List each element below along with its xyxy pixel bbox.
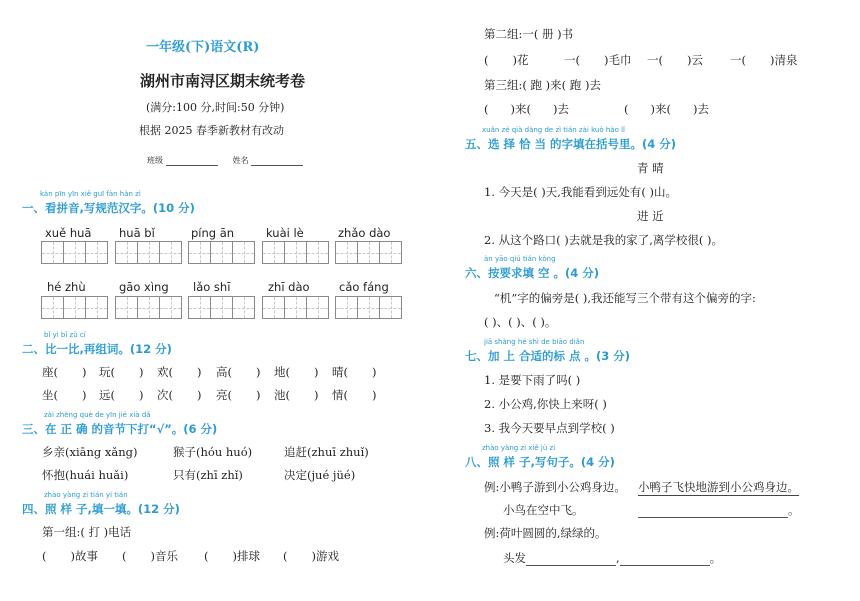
pinyin-choice[interactable]: 决定(jué jüé) [284, 468, 356, 482]
example-2: 例:荷叶圆圆的,绿绿的。 [484, 526, 607, 540]
writing-grid[interactable] [115, 241, 182, 264]
group3-example: 第三组:( 跑 )来( 跑 )去 [484, 78, 601, 92]
compare-item: 情( ) [332, 388, 377, 402]
question[interactable]: 3. 我今天要早点到学校( ) [484, 421, 615, 435]
s8-title: 八、照 样 子,写句子。(4 分) [465, 455, 615, 469]
fill-item[interactable]: 一( )毛巾 [564, 53, 632, 67]
pinyin-choice[interactable]: 猴子(hóu huó) [173, 445, 253, 459]
compare-item: 坐( ) [42, 388, 87, 402]
writing-grid[interactable] [41, 241, 108, 264]
pinyin-word: xuě huā [45, 226, 92, 240]
question[interactable]: 2. 小公鸡,你快上来呀( ) [484, 397, 607, 411]
group1-example: 第一组:( 打 )电话 [42, 525, 132, 539]
fill-item[interactable]: ( )来( )去 [624, 102, 709, 116]
score-time: (满分:100 分,时间:50 分钟) [146, 101, 285, 114]
compare-item: 地( ) [274, 365, 319, 379]
compare-item: 亮( ) [216, 388, 261, 402]
fill-item[interactable]: ( )音乐 [122, 549, 178, 563]
class-field[interactable] [166, 165, 218, 166]
writing-grid[interactable] [188, 241, 255, 264]
class-label: 班级 [147, 156, 163, 165]
pinyin-word: gāo xìng [119, 280, 169, 294]
pinyin-word: zhǎo dào [338, 226, 391, 240]
compare-item: 欢( ) [157, 365, 202, 379]
compare-item: 池( ) [274, 388, 319, 402]
pinyin-choice[interactable]: 怀抱(huái huǎi) [42, 468, 129, 482]
s5-title: 五、选 择 恰 当 的字填在括号里。(4 分) [465, 137, 677, 151]
compare-item: 玩( ) [99, 365, 144, 379]
s3-title: 三、在 正 确 的音节下打“√”。(6 分) [22, 422, 218, 436]
pinyin-word: zhī dào [268, 280, 310, 294]
answer-line-1[interactable]: 。 [638, 502, 800, 518]
s6-title: 六、按要求填 空 。(4 分) [465, 266, 600, 280]
fill-item[interactable]: ( )花 [484, 53, 529, 67]
compare-item: 次( ) [157, 388, 202, 402]
compare-item: 晴( ) [332, 365, 377, 379]
task-1: 小鸟在空中飞。 [503, 503, 584, 517]
s1-title: 一、看拼音,写规范汉字。(10 分) [22, 201, 195, 215]
answer-blanks[interactable]: ( )、( )、( )。 [484, 315, 557, 329]
pinyin-word: píng ān [191, 226, 235, 240]
compare-item: 远( ) [99, 388, 144, 402]
s3-pinyin-hint: zài zhèng què de yīn jié xià dǎ [44, 411, 151, 419]
fill-item[interactable]: ( )故事 [42, 549, 98, 563]
writing-grid[interactable] [335, 296, 402, 319]
fill-item[interactable]: ( )游戏 [283, 549, 339, 563]
name-field[interactable] [251, 165, 303, 166]
s7-pinyin-hint: jiā shàng hé shì de biāo diǎn [484, 338, 585, 346]
question[interactable]: “机”字的偏旁是( ),我还能写三个带有这个偏旁的字: [494, 291, 756, 305]
example-1: 例:小鸭子游到小公鸡身边。 [484, 480, 626, 494]
fill-item[interactable]: ( )排球 [204, 549, 260, 563]
s1-pinyin-hint: kàn pīn yīn xiě guī fàn hàn zì [40, 190, 141, 198]
question[interactable]: 1. 是要下雨了吗( ) [484, 373, 581, 387]
writing-grid[interactable] [188, 296, 255, 319]
s8-pinyin-hint: zhào yàng zi xiě jù zi [482, 444, 556, 452]
writing-grid[interactable] [335, 241, 402, 264]
revision-note: 根据 2025 春季新教材有改动 [139, 124, 284, 137]
s7-title: 七、加 上 合适的标 点 。(3 分) [465, 349, 631, 363]
grade-title: 一年级(下)语文(R) [146, 40, 260, 55]
pinyin-word: hé zhù [47, 280, 86, 294]
compare-item: 高( ) [216, 365, 261, 379]
pinyin-word: huā bǐ [119, 226, 155, 240]
s2-title: 二、比一比,再组词。(12 分) [22, 342, 172, 356]
writing-grid[interactable] [262, 241, 329, 264]
group2-example: 第二组:一( 册 )书 [484, 27, 574, 41]
pinyin-choice[interactable]: 追赶(zhuī zhuǐ) [284, 445, 369, 459]
writing-grid[interactable] [115, 296, 182, 319]
exam-title: 湖州市南浔区期末统考卷 [140, 72, 306, 90]
example-1-answer: 小鸭子飞快地游到小公鸡身边。 [638, 480, 799, 494]
writing-grid[interactable] [41, 296, 108, 319]
question[interactable]: 1. 今天是( )天,我能看到远处有( )山。 [484, 185, 678, 199]
s5-pinyin-hint: xuǎn zé qià dàng de zì tián zài kuò hào lǐ [482, 126, 625, 134]
fill-item[interactable]: 一( )清泉 [730, 53, 798, 67]
s4-title: 四、照 样 子,填一填。(12 分) [22, 502, 180, 516]
task-2[interactable]: 头发 , 。 [503, 551, 722, 565]
compare-item: 座( ) [42, 365, 87, 379]
pinyin-word: kuài lè [266, 226, 304, 240]
name-label: 姓名 [232, 156, 249, 165]
pinyin-word: lǎo shī [193, 280, 231, 294]
pinyin-choice[interactable]: 只有(zhī zhǐ) [173, 468, 243, 482]
question[interactable]: 2. 从这个路口( )去就是我的家了,离学校很( )。 [484, 233, 724, 247]
s2-pinyin-hint: bǐ yi bǐ zǔ cí [44, 331, 86, 339]
pinyin-choice[interactable]: 乡亲(xiāng xǎng) [42, 445, 138, 459]
word-pair: 进 近 [637, 209, 664, 223]
word-pair: 青 晴 [637, 161, 664, 175]
fill-item[interactable]: ( )来( )去 [484, 102, 569, 116]
class-name-line [147, 155, 303, 166]
pinyin-word: cǎo fáng [339, 280, 389, 294]
s4-pinyin-hint: zhào yàng zi tián yi tián [44, 491, 128, 499]
fill-item[interactable]: 一( )云 [647, 53, 703, 67]
writing-grid[interactable] [262, 296, 329, 319]
s6-pinyin-hint: àn yāo qiú tián kòng [484, 255, 556, 263]
